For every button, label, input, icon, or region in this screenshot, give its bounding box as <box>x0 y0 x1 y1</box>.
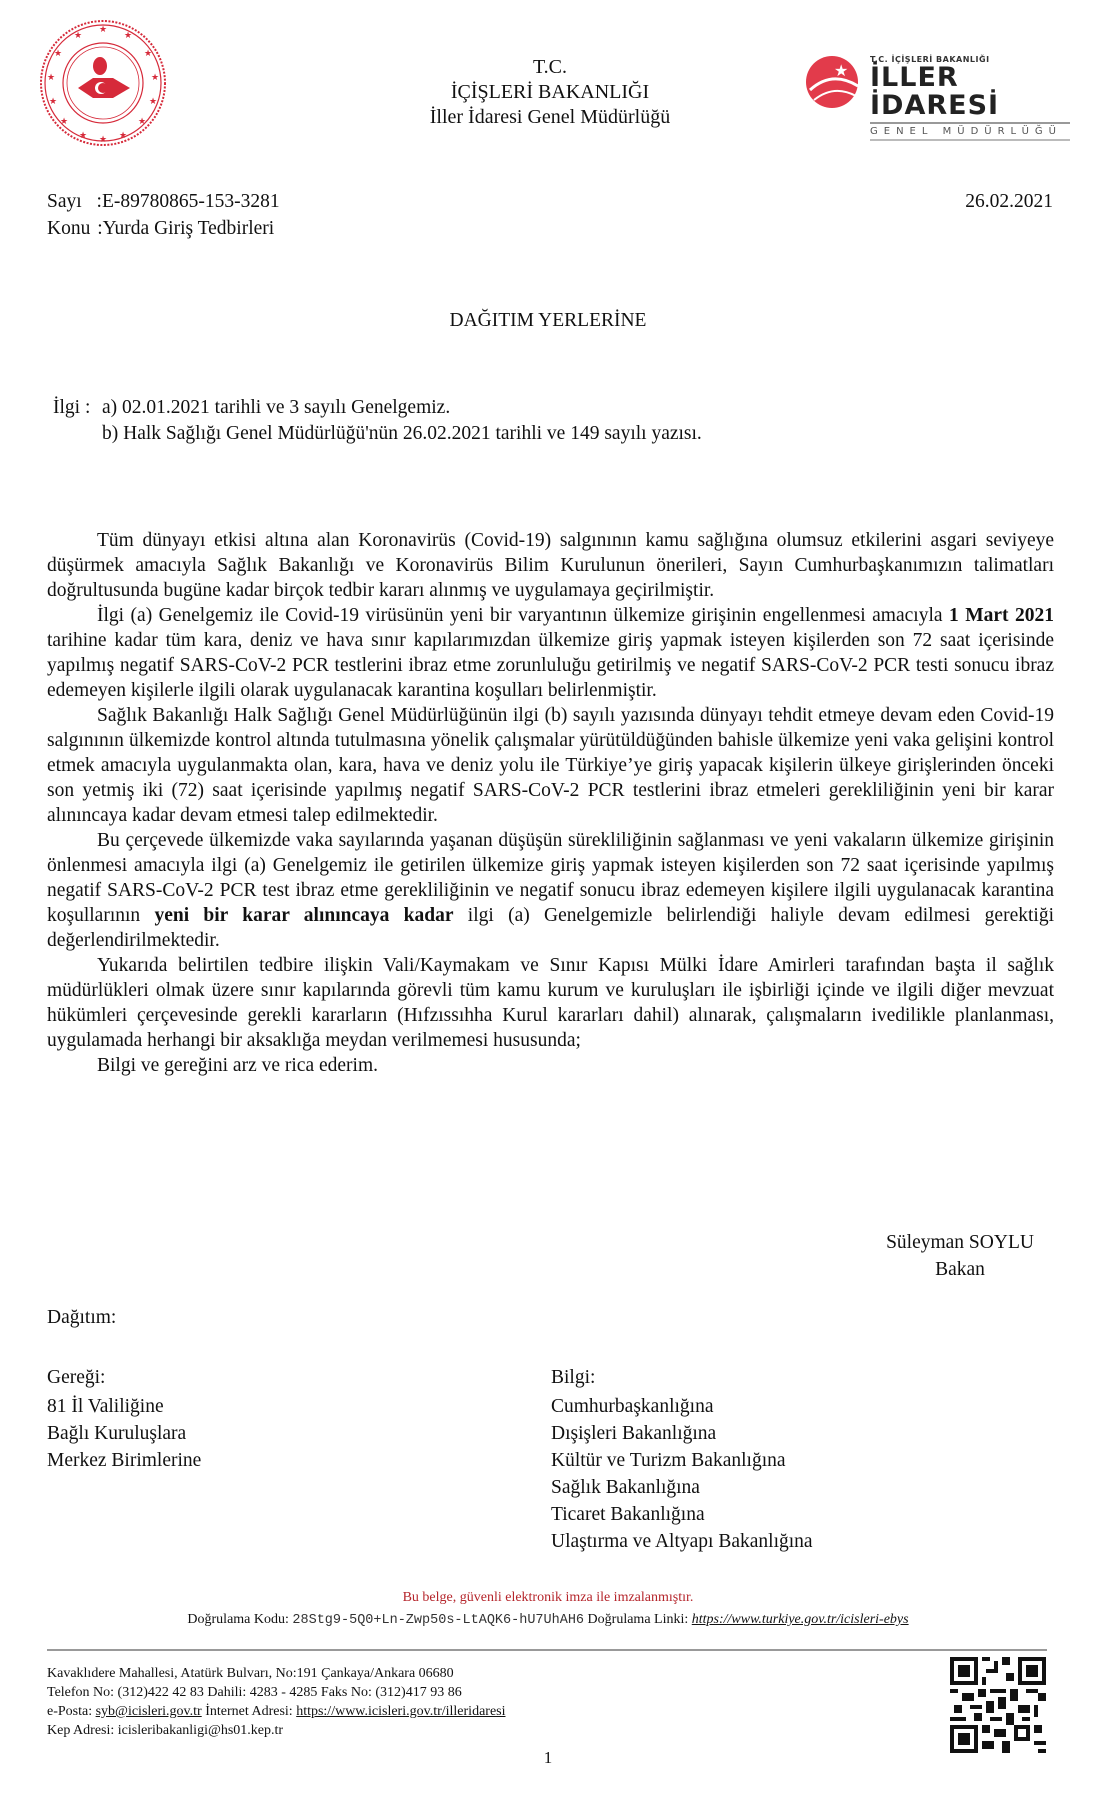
list-item: Cumhurbaşkanlığına <box>551 1396 714 1417</box>
footer-divider <box>47 1649 1047 1651</box>
signature-block <box>860 1229 1060 1283</box>
svg-text:★: ★ <box>143 49 153 59</box>
svg-text:★: ★ <box>123 31 133 41</box>
list-item: Ulaştırma ve Altyapı Bakanlığına <box>551 1531 813 1552</box>
svg-text:★: ★ <box>150 73 160 83</box>
list-item: Kültür ve Turizm Bakanlığına <box>551 1450 786 1471</box>
svg-text:★: ★ <box>78 131 88 141</box>
verification-code-label: Doğrulama Kodu: <box>187 1612 289 1627</box>
website-link[interactable]: https://www.icisleri.gov.tr/illeridaresi <box>296 1704 506 1719</box>
footer-email-web: e-Posta: syb@icisleri.gov.tr İnternet Adresi: https://www.icisleri.gov.tr/illeridaresi <box>47 1704 506 1719</box>
signer-name: Süleyman SOYLU <box>886 1232 1034 1253</box>
sayi-value: :E-89780865-153-3281 <box>96 191 280 212</box>
document-number <box>47 189 280 215</box>
konu-label: Konu <box>47 218 91 239</box>
body-paragraph: Sağlık Bakanlığı Halk Sağlığı Genel Müdürlüğünün ilgi (b) sayılı yazısında dünyayı tehdit etmeye devam eden Covid-19 salgınının ülkemizde kontrol altında tutulmasına yönelik çalışmalar yürütüldüğünden bahisle ülkemize yeni vaka gelişini kontrol etmek amacıyla uygulanmakta olan, kara, hava ve deniz yolu ile Türkiye’ye giriş yapacak kişilerin ülkeye girişlerinden önceki son yetmiş iki (72) saat içerisinde yapılmış negatif SARS-CoV-2 PCR testlerini ibraz etmeleri gerekliliğinin yeni bir karar alınıncaya kadar devam etmesi talep edilmektedir. <box>47 705 1054 826</box>
letterhead-directorate: İller İdaresi Genel Müdürlüğü <box>429 106 671 128</box>
list-item: Merkez Birimlerine <box>47 1450 202 1471</box>
footer-contact <box>47 1664 506 1740</box>
footer-phone: Telefon No: (312)422 42 83 Dahili: 4283 - 4285 Faks No: (312)417 93 86 <box>47 1685 462 1700</box>
letterhead <box>330 55 770 130</box>
verification-line <box>0 1612 1096 1628</box>
letterhead-tc: T.C. <box>532 56 568 78</box>
document-subject <box>47 216 274 242</box>
svg-text:★: ★ <box>59 117 69 127</box>
svg-text:★: ★ <box>98 25 108 35</box>
svg-text:★: ★ <box>148 97 158 107</box>
body-paragraph: Yukarıda belirtilen tedbire ilişkin Vali/Kaymakam ve Sınır Kapısı Mülki İdare Amirleri tarafından başta il sağlık müdürlükleri olmak üzere sınır kapılarında görevli tüm kamu kurum ve kuruluşları ile işbirliği içinde ve ilgili diğer mevzuat hükümleri çerçevesinde gerekli kararların (Hıfzıssıhha Kurul kararları dahil) alınarak, çalışmaların ivedilikle planlanması, uygulamada herhangi bir aksaklığa meydan verilmemesi hususunda; <box>47 955 1054 1051</box>
list-item: Dışişleri Bakanlığına <box>551 1423 717 1444</box>
reference-block <box>53 395 702 447</box>
verification-link[interactable]: https://www.turkiye.gov.tr/icisleri-ebys <box>691 1612 909 1627</box>
letter-body <box>47 528 1054 1078</box>
sayi-label: Sayı <box>47 191 82 212</box>
signer-title: Bakan <box>935 1259 985 1280</box>
logo-main-text: İLLER İDARESİ <box>870 64 1070 124</box>
svg-text:★: ★ <box>73 31 83 41</box>
qr-code-icon <box>950 1657 1046 1753</box>
highlight-date: 1 Mart 2021 <box>949 605 1054 626</box>
svg-text:★: ★ <box>46 73 56 83</box>
reference-label: İlgi : <box>53 397 91 418</box>
highlight-phrase: yeni bir karar alınıncaya kadar <box>154 905 454 926</box>
closing-line: Bilgi ve gereğini arz ve rica ederim. <box>97 1055 378 1076</box>
footer-address: Kavaklıdere Mahallesi, Atatürk Bulvarı, No:191 Çankaya/Ankara 06680 <box>47 1666 454 1681</box>
logo-globe-icon <box>800 50 864 114</box>
letterhead-ministry: İÇİŞLERİ BAKANLIĞI <box>450 81 650 103</box>
verification-code: 28Stg9-5Q0+Ln-Zwp50s-LtAQK6-hU7UhAH6 <box>292 1613 585 1628</box>
svg-text:★: ★ <box>48 97 58 107</box>
distribution-info-list <box>551 1364 813 1555</box>
list-item: 81 İl Valiliğine <box>47 1396 164 1417</box>
iller-idaresi-logo <box>800 50 1070 137</box>
svg-text:★: ★ <box>53 49 63 59</box>
konu-value: :Yurda Giriş Tedbirleri <box>97 218 275 239</box>
esign-notice: Bu belge, güvenli elektronik imza ile imzalanmıştır. <box>402 1590 694 1605</box>
distribution-action-list <box>47 1364 201 1474</box>
footer-kep: Kep Adresi: icisleribakanligi@hs01.kep.tr <box>47 1723 284 1738</box>
ministry-seal-icon <box>38 18 168 148</box>
body-paragraph: İlgi (a) Genelgemiz ile Covid-19 virüsünün yeni bir varyantının ülkemize girişinin engellenmesi amacıyla 1 Mart 2021 tarihine kadar tüm kara, deniz ve hava sınır kapılarımızdan ülkemize giriş yapmak isteyen kişilerden son 72 saat içerisinde yapılmış negatif SARS-CoV-2 PCR testlerini ibraz etme zorunluluğu getirilmiş ve negatif SARS-CoV-2 PCR testi sonucu ibraz edemeyen kişilerle ilgili olarak uygulanacak karantina koşulları belirlenmiştir. <box>47 605 1054 701</box>
distribution-label: Dağıtım: <box>47 1307 117 1328</box>
logo-small-text: T.C. İÇİŞLERİ BAKANLIĞI <box>870 55 990 64</box>
logo-sub-text: GENEL MÜDÜRLÜĞÜ <box>870 126 1070 141</box>
email-link[interactable]: syb@icisleri.gov.tr <box>95 1704 202 1719</box>
svg-text:★: ★ <box>98 135 108 145</box>
body-paragraph: Bu çerçevede ülkemizde vaka sayılarında yaşanan düşüşün sürekliliğinin sağlanması ve yeni vakaların ülkemize girişinin önlenmesi amacıyla ilgi (a) Genelgemiz ile getirilen ülkemize giriş yapmak isteyen kişilerden son 72 saat içerisinde yapılmış negatif SARS-CoV-2 PCR test ibraz etme gerekliliğinin ve negatif sonucu ibraz edemeyen kişilere ilgili uygulanacak karantina koşullarının yeni bir karar alınıncaya kadar ilgi (a) Genelgemizle belirlendiği haliyle devam edilmesi gerektiği değerlendirilmektedir. <box>47 830 1054 951</box>
verification-link-label: Doğrulama Linki: <box>587 1612 689 1627</box>
reference-item: b) Halk Sağlığı Genel Müdürlüğü'nün 26.02.2021 tarihli ve 149 sayılı yazısı. <box>102 423 702 444</box>
svg-text:★: ★ <box>137 117 147 127</box>
reference-item: a) 02.01.2021 tarihli ve 3 sayılı Genelgemiz. <box>102 397 451 418</box>
info-heading: Bilgi: <box>551 1367 596 1388</box>
svg-text:★: ★ <box>118 131 128 141</box>
action-heading: Gereği: <box>47 1367 106 1388</box>
list-item: Bağlı Kuruluşlara <box>47 1423 187 1444</box>
list-item: Ticaret Bakanlığına <box>551 1504 705 1525</box>
list-item: Sağlık Bakanlığına <box>551 1477 700 1498</box>
document-date: 26.02.2021 <box>965 191 1053 212</box>
svg-text:★: ★ <box>834 61 849 80</box>
addressee: DAĞITIM YERLERİNE <box>449 310 647 331</box>
body-paragraph: Tüm dünyayı etkisi altına alan Koronavirüs (Covid-19) salgınının kamu sağlığına olumsuz etkilerini asgari seviyeye düşürmek amacıyla Sağlık Bakanlığı ve Koronavirüs Bilim Kurulunun önerileri, Sayın Cumhurbaşkanımızın talimatları doğrultusunda bugüne kadar birçok tedbir kararı alınmış ve uygulamaya geçirilmiştir. <box>47 530 1054 601</box>
page-number: 1 <box>543 1748 553 1767</box>
